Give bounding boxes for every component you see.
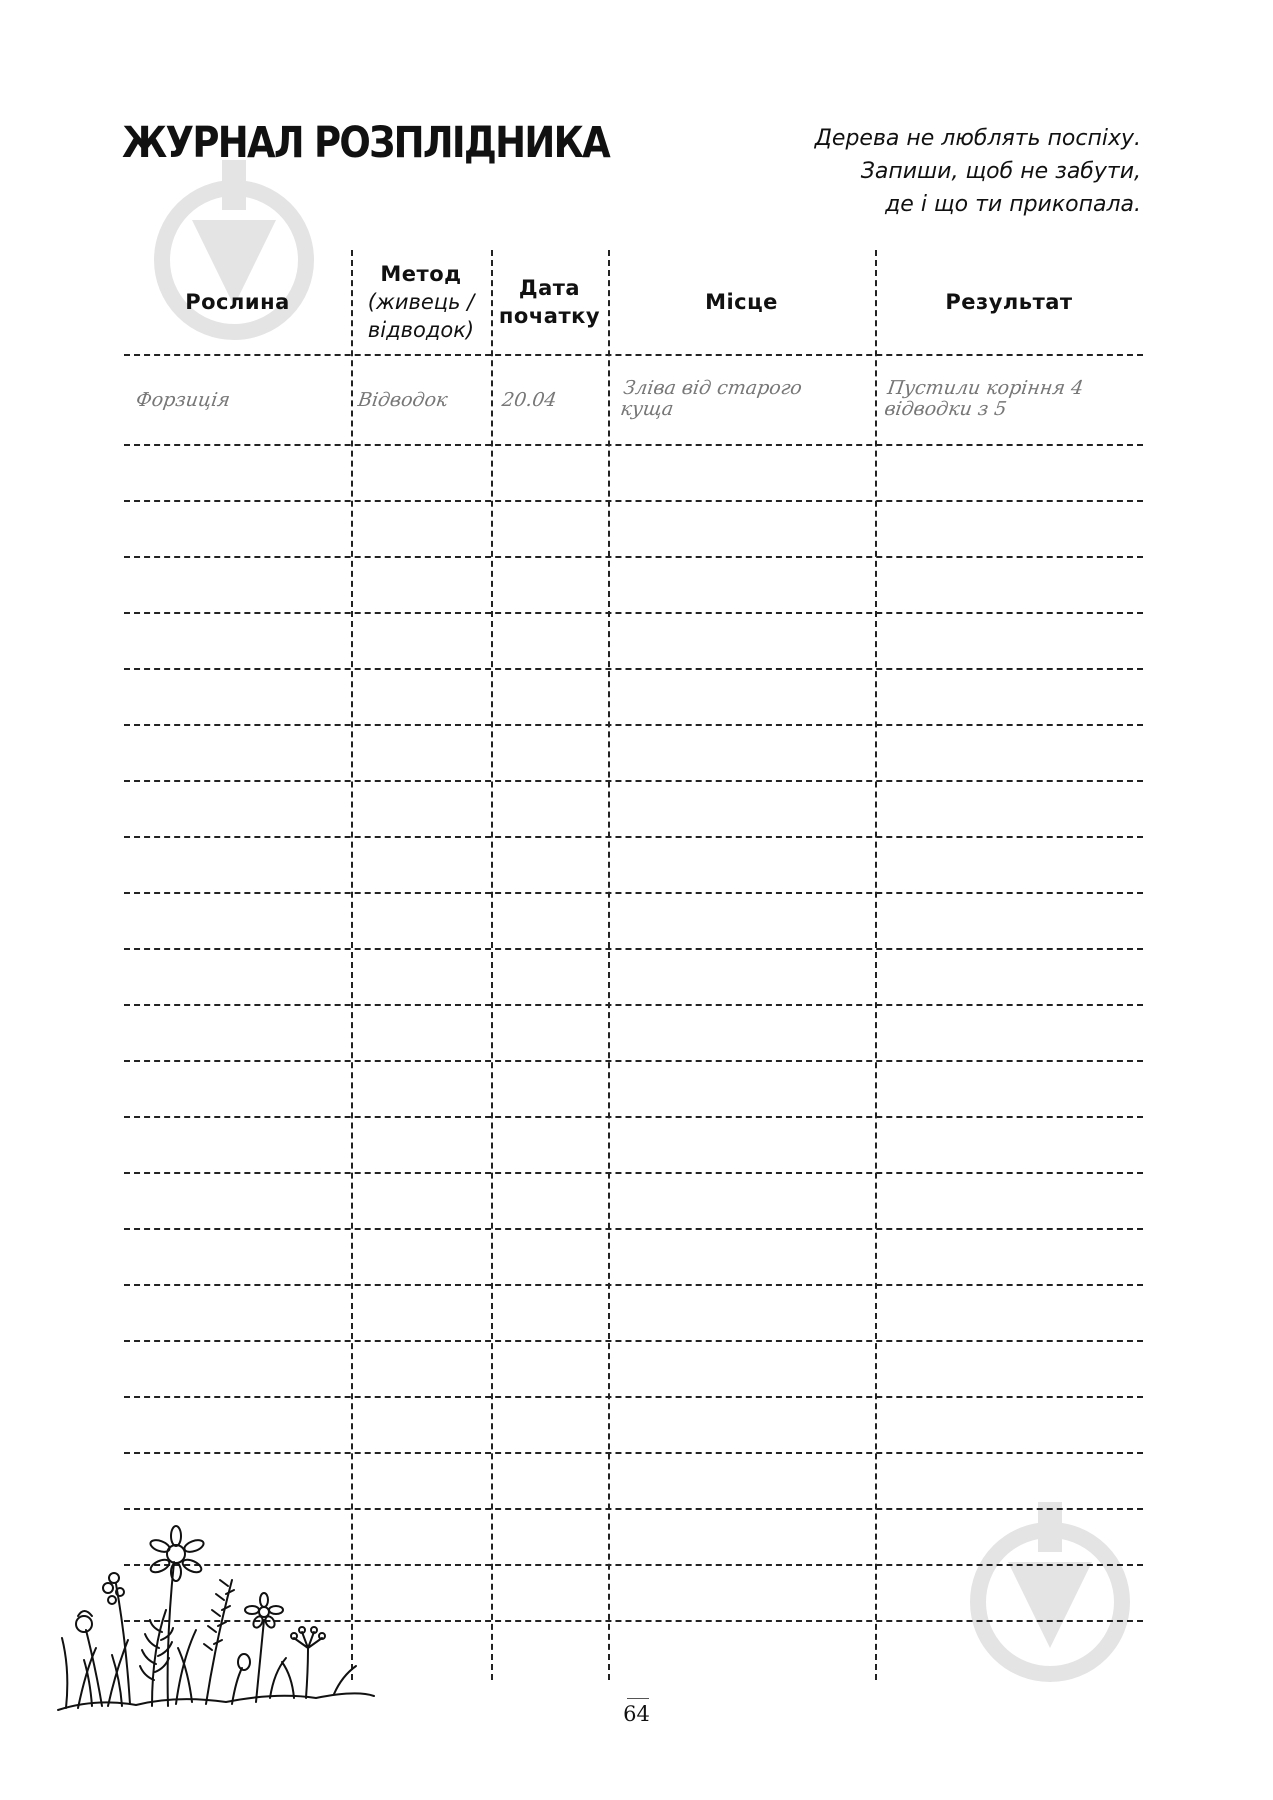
header-method-sub: (живець / bbox=[367, 290, 475, 314]
page-number: 64 bbox=[623, 1702, 650, 1726]
header-plant bbox=[124, 250, 351, 354]
header-date-label: Дата bbox=[518, 276, 581, 300]
quote-line: Запиши, щоб не забути, bbox=[860, 159, 1141, 184]
entry-method: Відводок bbox=[356, 389, 450, 411]
header-method-label: Метод bbox=[380, 262, 462, 286]
row-line bbox=[124, 780, 1143, 782]
header-result-label: Результат bbox=[945, 290, 1073, 314]
header-plant-label: Рослина bbox=[185, 290, 290, 314]
row-line bbox=[124, 1172, 1143, 1174]
header-place bbox=[608, 250, 875, 354]
page-title: ЖУРНАЛ РОЗПЛІДНИКА bbox=[122, 118, 610, 168]
header-method bbox=[351, 250, 491, 354]
header-date bbox=[491, 250, 608, 354]
row-line bbox=[124, 1228, 1143, 1230]
row-line bbox=[124, 836, 1143, 838]
header-method-sub: відводок) bbox=[367, 318, 475, 342]
row-line bbox=[124, 1396, 1143, 1398]
entry-place bbox=[619, 378, 803, 420]
row-line bbox=[124, 1340, 1143, 1342]
header-result bbox=[875, 250, 1143, 354]
row-line bbox=[124, 724, 1143, 726]
row-line bbox=[124, 1284, 1143, 1286]
column-divider bbox=[351, 250, 353, 1680]
page-number-rule bbox=[627, 1698, 649, 1699]
row-line bbox=[124, 668, 1143, 670]
quote-line: Дерева не люблять поспіху. bbox=[814, 126, 1141, 151]
header-place-label: Місце bbox=[705, 290, 778, 314]
row-line bbox=[124, 1060, 1143, 1062]
entry-result-line: Пустили коріння 4 bbox=[886, 377, 1085, 399]
entry-date: 20.04 bbox=[500, 389, 559, 411]
column-divider bbox=[491, 250, 493, 1680]
entry-place-line: куща bbox=[619, 398, 675, 420]
column-divider bbox=[608, 250, 610, 1680]
row-line bbox=[124, 948, 1143, 950]
row-line bbox=[124, 556, 1143, 558]
row-line bbox=[124, 1508, 1143, 1510]
header-date-label: початку bbox=[498, 304, 601, 328]
row-line bbox=[124, 1116, 1143, 1118]
wildflowers-illustration bbox=[56, 1520, 376, 1720]
row-line bbox=[124, 1452, 1143, 1454]
row-line bbox=[124, 892, 1143, 894]
row-line bbox=[124, 444, 1143, 446]
entry-result-line: відводки з 5 bbox=[883, 398, 1008, 420]
row-line bbox=[124, 354, 1143, 356]
quote-line: де і що ти прикопала. bbox=[885, 192, 1141, 217]
entry-plant: Форзиція bbox=[134, 389, 232, 411]
entry-place-line: Зліва від старого bbox=[622, 377, 804, 399]
row-line bbox=[124, 500, 1143, 502]
propagation-log-table bbox=[124, 250, 1143, 1680]
column-divider bbox=[875, 250, 877, 1680]
page-quote bbox=[721, 122, 1141, 221]
row-line bbox=[124, 612, 1143, 614]
row-line bbox=[124, 1004, 1143, 1006]
entry-result bbox=[883, 378, 1085, 420]
